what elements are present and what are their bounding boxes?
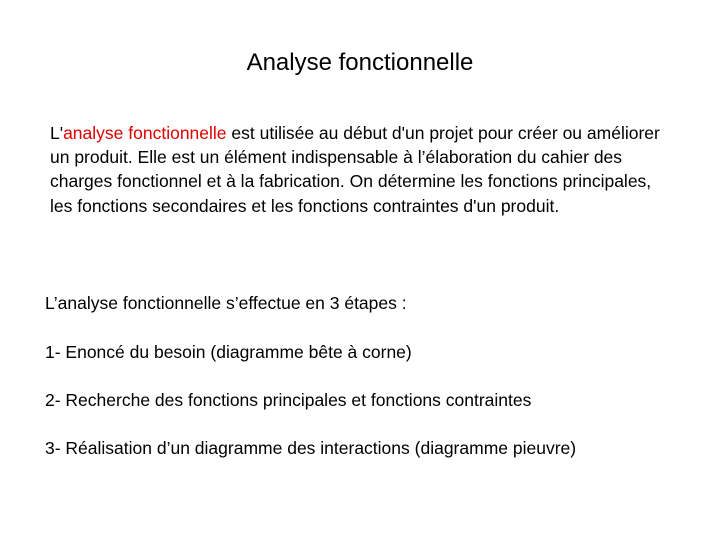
intro-prefix: L'	[50, 123, 64, 143]
intro-rest: est utilisée au début d'un projet pour créer ou améliorer un produit. Elle est un élément indispensable à l’élaboration du cahier des charges fonctionnel et à la fabrication. On détermine les fonctions principales, les fonctions secondaires et les fonctions contraintes d'un produit.	[50, 123, 660, 216]
intro-highlight: analyse fonctionnelle	[63, 123, 227, 143]
step-3: 3- Réalisation d’un diagramme des interactions (diagramme pieuvre)	[45, 438, 577, 458]
step-2: 2- Recherche des fonctions principales et fonctions contraintes	[45, 390, 532, 410]
slide-title	[0, 47, 720, 79]
intro-paragraph	[50, 121, 670, 218]
steps-intro: L’analyse fonctionnelle s’effectue en 3 étapes :	[45, 293, 407, 313]
step-1: 1- Enoncé du besoin (diagramme bête à corne)	[45, 342, 412, 362]
slide-title-text: Analyse fonctionnelle	[246, 49, 474, 76]
